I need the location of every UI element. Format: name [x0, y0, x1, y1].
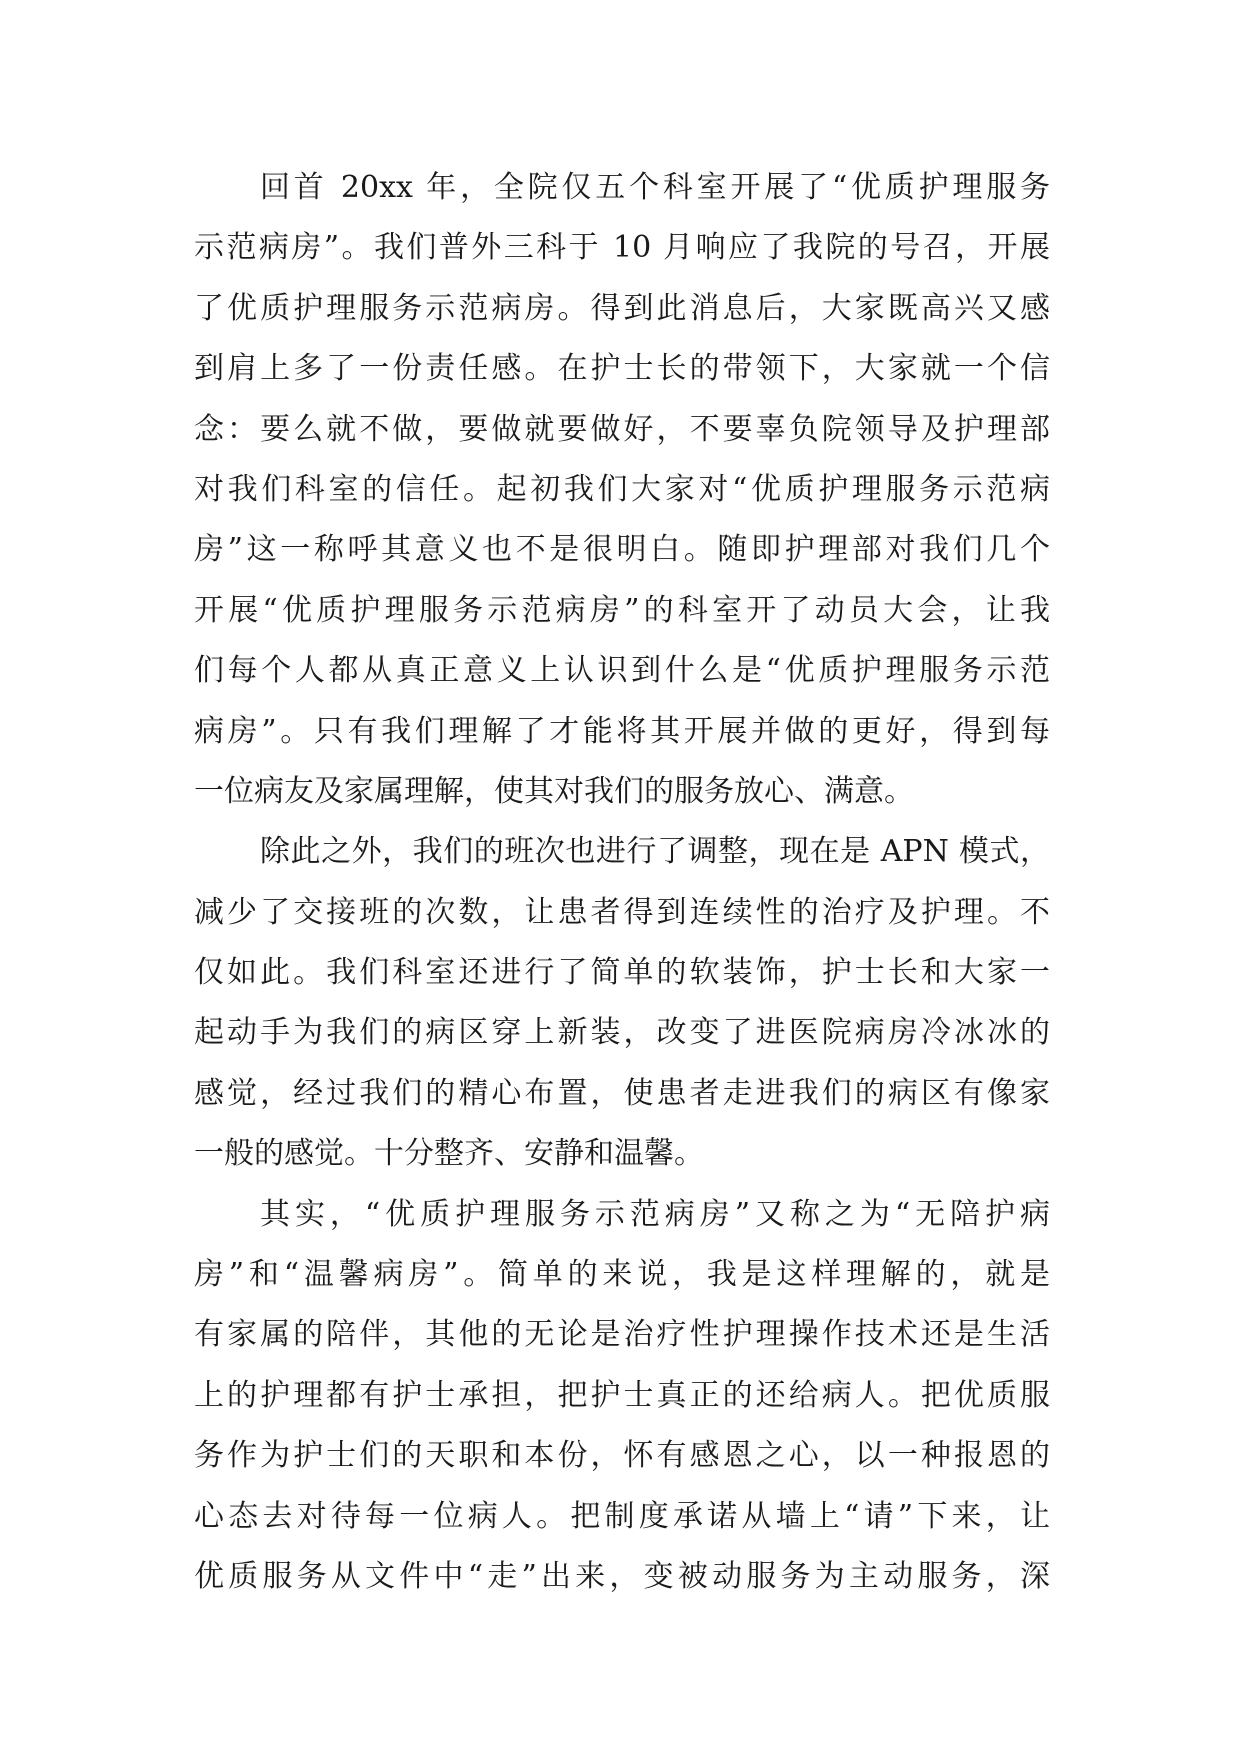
paragraph-2-line-4: 起动手为我们的病区穿上新装，改变了进医院病房冷冰冰的 [194, 1015, 1050, 1051]
paragraph-1-line-1: 回首 20xx 年，全院仅五个科室开展了“优质护理服务 [260, 170, 1050, 205]
paragraph-1-line-3: 了优质护理服务示范病房。得到此消息后，大家既高兴又感 [194, 290, 1050, 326]
paragraph-2-line-5: 感觉，经过我们的精心布置，使患者走进我们的病区有像家 [194, 1075, 1050, 1111]
paragraph-1-line-8: 开展“优质护理服务示范病房”的科室开了动员大会，让我 [194, 592, 1050, 628]
paragraph-2-line-1: 除此之外，我们的班次也进行了调整，现在是 APN 模式， [260, 834, 1050, 870]
paragraph-1-line-7: 房”这一称呼其意义也不是很明白。随即护理部对我们几个 [194, 532, 1050, 568]
paragraph-1-line-6: 对我们科室的信任。起初我们大家对“优质护理服务示范病 [194, 471, 1050, 507]
paragraph-3-line-3: 有家属的陪伴，其他的无论是治疗性护理操作技术还是生活 [194, 1317, 1050, 1353]
paragraph-1-line-11: 一位病友及家属理解，使其对我们的服务放心、满意。 [194, 773, 914, 809]
document-body [194, 158, 1050, 1607]
paragraph-2-line-6: 一般的感觉。十分整齐、安静和温馨。 [194, 1136, 704, 1172]
paragraph-3-line-5: 务作为护士们的天职和本份，怀有感恩之心，以一种报恩的 [194, 1438, 1050, 1474]
paragraph-1-line-5: 念：要么就不做，要做就要做好，不要辜负院领导及护理部 [194, 411, 1050, 447]
paragraph-3-line-1: 其实，“优质护理服务示范病房”又称之为“无陪护病 [260, 1196, 1050, 1232]
paragraph-3-line-6: 心态去对待每一位病人。把制度承诺从墙上“请”下来，让 [194, 1498, 1050, 1534]
paragraph-1-line-2: 示范病房”。我们普外三科于 10 月响应了我院的号召，开展 [194, 230, 1050, 266]
paragraph-3-line-4: 上的护理都有护士承担，把护士真正的还给病人。把优质服 [194, 1377, 1050, 1413]
paragraph-1-line-10: 病房”。只有我们理解了才能将其开展并做的更好，得到每 [194, 713, 1050, 749]
paragraph-2-line-3: 仅如此。我们科室还进行了简单的软装饰，护士长和大家一 [194, 955, 1050, 991]
paragraph-2-line-2: 减少了交接班的次数，让患者得到连续性的治疗及护理。不 [194, 894, 1050, 930]
paragraph-3-line-7: 优质服务从文件中“走”出来，变被动服务为主动服务，深 [194, 1558, 1050, 1594]
paragraph-1-line-9: 们每个人都从真正意义上认识到什么是“优质护理服务示范 [194, 653, 1050, 689]
paragraph-3-line-2: 房”和“温馨病房”。简单的来说，我是这样理解的，就是 [194, 1257, 1050, 1293]
paragraph-1-line-4: 到肩上多了一份责任感。在护士长的带领下，大家就一个信 [194, 351, 1050, 387]
